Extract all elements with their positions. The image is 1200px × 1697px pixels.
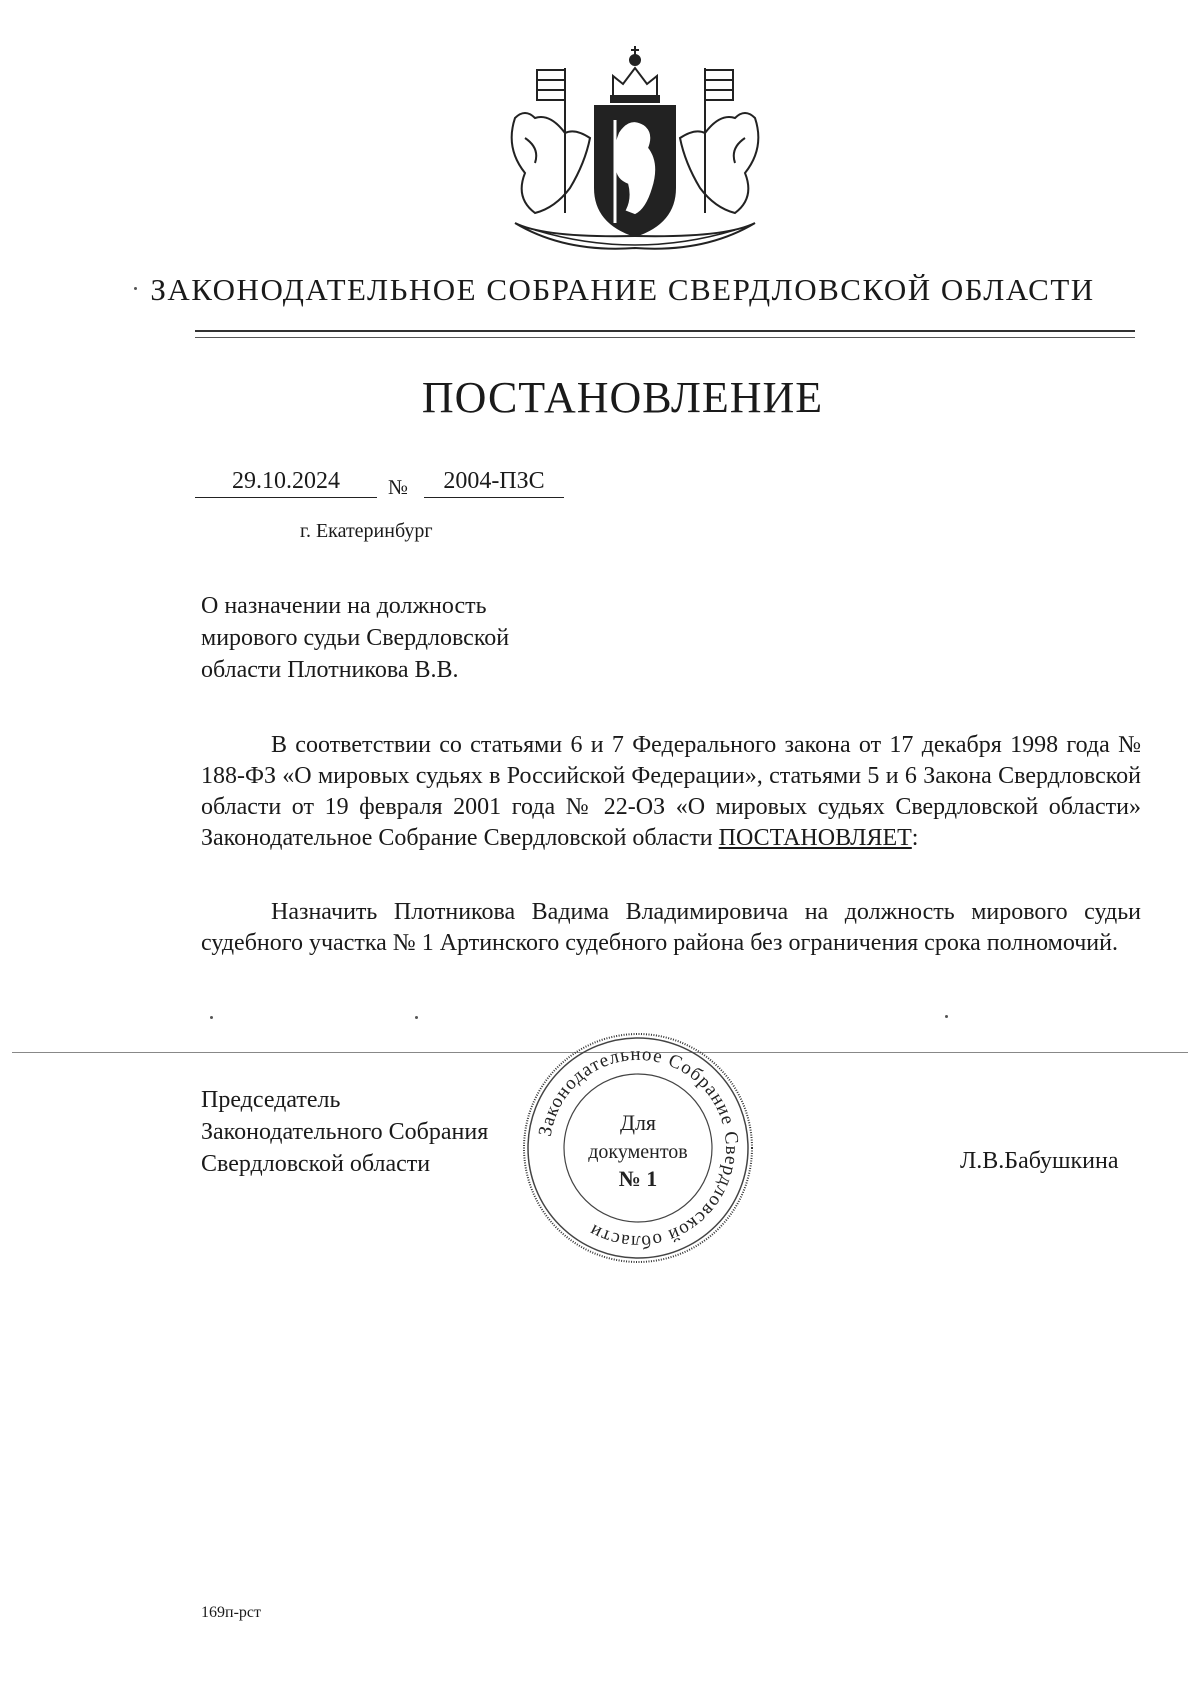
document-city: г. Екатеринбург bbox=[300, 520, 433, 542]
subject-line: мирового судьи Свердловской bbox=[201, 625, 510, 651]
subject-line: области Плотникова В.В. bbox=[201, 657, 459, 683]
resolves-keyword: ПОСТАНОВЛЯЕТ bbox=[718, 825, 912, 851]
preamble-colon: : bbox=[911, 825, 919, 851]
seal-ring-text: Законодательное Собрание Свердловской области bbox=[534, 1043, 743, 1253]
number-label: № bbox=[388, 475, 409, 499]
seal-center-line: № 1 bbox=[618, 1166, 658, 1191]
signer-title bbox=[201, 1084, 488, 1180]
preamble-text: В соответствии со статьями 6 и 7 Федерального закона от 17 декабря 1998 года № 188-ФЗ «О мировых судьях в Российской Федерации», статьями 5 и 6 Закона Свердловской области от 19 февраля 2001 года № 22-ОЗ «О мировых судьях Свердловской области» Законодательное Собрание Свердловской области bbox=[201, 732, 1141, 851]
seal-center-line: Для bbox=[619, 1110, 657, 1135]
scan-speck bbox=[945, 1015, 948, 1018]
document-number: 2004-ПЗС bbox=[424, 468, 564, 498]
seal-center-line: документов bbox=[588, 1141, 688, 1163]
signer-title-line: Свердловской области bbox=[201, 1151, 431, 1177]
coat-of-arms-emblem bbox=[495, 38, 775, 260]
organization-name: ЗАКОНОДАТЕЛЬНОЕ СОБРАНИЕ СВЕРДЛОВСКОЙ ОБЛАСТИ bbox=[150, 272, 1095, 307]
header-rule-thin bbox=[195, 337, 1135, 338]
header-rule-thick bbox=[195, 330, 1135, 332]
signer-title-line: Законодательного Собрания bbox=[201, 1119, 489, 1145]
scan-speck bbox=[415, 1016, 418, 1019]
signer-name: Л.В.Бабушкина bbox=[960, 1148, 1119, 1174]
preamble-paragraph bbox=[201, 730, 1141, 854]
scan-speck bbox=[134, 287, 137, 290]
footer-registration-code: 169п-рст bbox=[201, 1604, 261, 1621]
subject-line: О назначении на должность bbox=[201, 593, 487, 619]
resolution-paragraph: Назначить Плотникова Вадима Владимировича на должность мирового судьи судебного участка № 1 Артинского судебного района без ограничения срока полномочий. bbox=[201, 899, 1141, 956]
document-date: 29.10.2024 bbox=[195, 468, 377, 498]
document-type-title: ПОСТАНОВЛЕНИЕ bbox=[421, 373, 824, 422]
signer-title-line: Председатель bbox=[201, 1087, 341, 1113]
scan-speck bbox=[210, 1016, 213, 1019]
official-seal-stamp bbox=[520, 1030, 756, 1266]
document-subject bbox=[201, 590, 621, 686]
